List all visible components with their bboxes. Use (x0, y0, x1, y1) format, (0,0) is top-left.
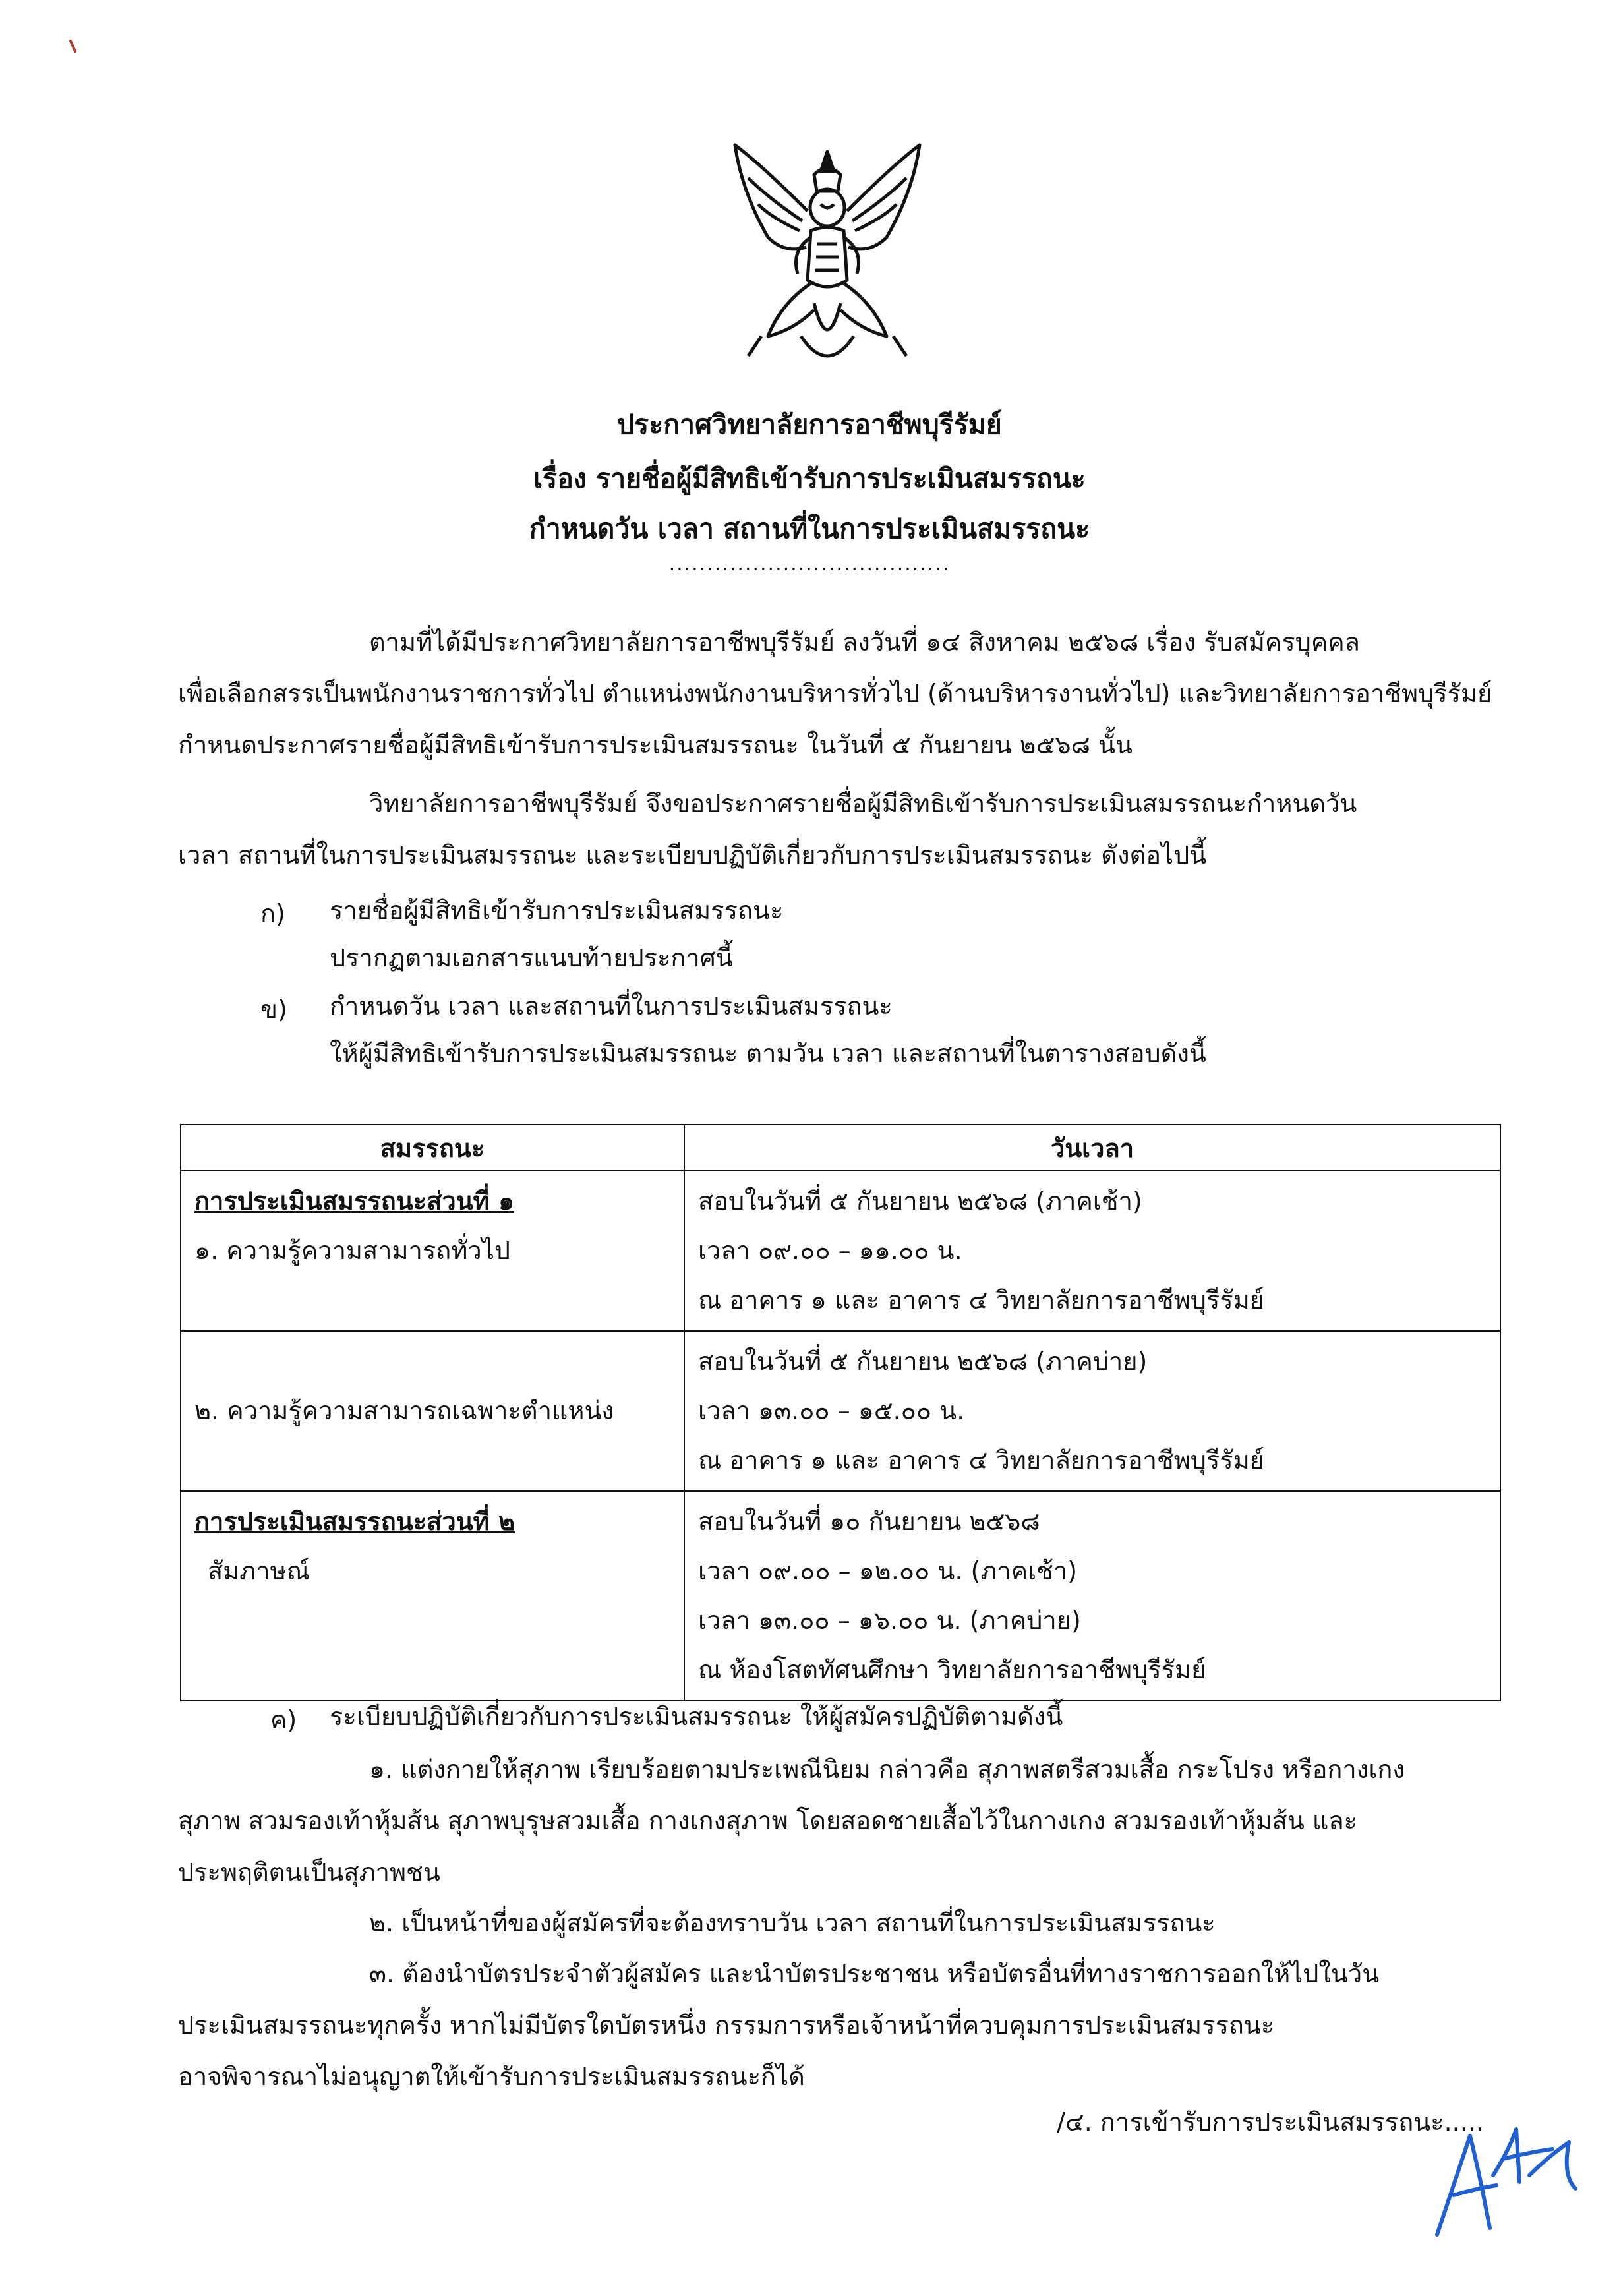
row3-section: การประเมินสมรรถนะส่วนที่ ๒ (194, 1507, 515, 1536)
row3-time-afternoon: เวลา ๑๓.๐๐ – ๑๖.๐๐ น. (ภาคบ่าย) (698, 1606, 1081, 1635)
item-a (330, 887, 783, 982)
intro-p1-line1: ตามที่ได้มีประกาศวิทยาลัยการอาชีพบุรีรัมย์ ลงวันที่ ๑๔ สิงหาคม ๒๕๖๘ เรื่อง รับสมัครบุคคล (369, 628, 1360, 657)
intro-p1-line3: กำหนดประกาศรายชื่อผู้มีสิทธิเข้ารับการประเมินสมรรถนะ ในวันที่ ๕ กันยายน ๒๕๖๘ นั้น (178, 730, 1133, 759)
announcement-title: ประกาศวิทยาลัยการอาชีพบุรีรัมย์ (617, 409, 1002, 440)
item-b-detail: ให้ผู้มีสิทธิเข้ารับการประเมินสมรรถนะ ตามวัน เวลา และสถานที่ในตารางสอบดังนี้ (330, 1039, 1206, 1068)
rule3-line1: ๓. ต้องนำบัตรประจำตัวผู้สมัคร และนำบัตรประชาชน หรือบัตรอื่นที่ทางราชการออกให้ไปในวัน (369, 1959, 1380, 1988)
rule-1 (178, 1744, 1503, 1898)
item-c-title: ระเบียบปฏิบัติเกี่ยวกับการประเมินสมรรถนะ ให้ผู้สมัครปฏิบัติตามดังนี้ (330, 1702, 1063, 1731)
row1-time: เวลา ๐๙.๐๐ – ๑๑.๐๐ น. (698, 1236, 962, 1265)
intro-paragraph-1 (178, 616, 1503, 771)
row3-time-morning: เวลา ๐๙.๐๐ – ๑๒.๐๐ น. (ภาคเช้า) (698, 1556, 1078, 1585)
row1-section: การประเมินสมรรถนะส่วนที่ ๑ (194, 1187, 515, 1216)
header-separator: ..................................... (668, 552, 951, 575)
table-row (181, 1491, 1500, 1701)
rule-3 (178, 1948, 1503, 2102)
row3-competency (181, 1491, 684, 1701)
row2-place: ณ อาคาร ๑ และ อาคาร ๔ วิทยาลัยการอาชีพบุรีรัมย์ (698, 1446, 1265, 1475)
schedule-line: กำหนดวัน เวลา สถานที่ในการประเมินสมรรถนะ (529, 513, 1090, 545)
row1-place: ณ อาคาร ๑ และ อาคาร ๔ วิทยาลัยการอาชีพบุรีรัมย์ (698, 1285, 1265, 1314)
row1-datetime (684, 1171, 1500, 1331)
row2-competency (181, 1331, 684, 1491)
row3-item: สัมภาษณ์ (208, 1556, 310, 1585)
row3-date: สอบในวันที่ ๑๐ กันยายน ๒๕๖๘ (698, 1507, 1040, 1536)
header-datetime: วันเวลา (684, 1125, 1500, 1171)
row1-date: สอบในวันที่ ๕ กันยายน ๒๕๖๘ (ภาคเช้า) (698, 1187, 1142, 1216)
rule1-line3: ประพฤติตนเป็นสุภาพชน (178, 1858, 440, 1887)
schedule-table (180, 1124, 1501, 1701)
row2-date: สอบในวันที่ ๕ กันยายน ๒๕๖๘ (ภาคบ่าย) (698, 1347, 1148, 1376)
row3-place: ณ ห้องโสตทัศนศึกษา วิทยาลัยการอาชีพบุรีรัมย์ (698, 1655, 1206, 1684)
item-c-marker: ค) (270, 1705, 297, 1734)
rule1-line1: ๑. แต่งกายให้สุภาพ เรียบร้อยตามประเพณีนิยม กล่าวคือ สุภาพสตรีสวมเสื้อ กระโปรง หรือกางเกง (369, 1755, 1405, 1784)
intro-p1-line2: เพื่อเลือกสรรเป็นพนักงานราชการทั่วไป ตำแหน่งพนักงานบริหารทั่วไป (ด้านบริหารงานทั่วไป) และวิทยาลัยการอาชีพบุรีรัมย์ (178, 679, 1492, 708)
item-a-marker: ก) (260, 899, 285, 928)
signature-icon (1417, 2096, 1589, 2254)
corner-mark (69, 40, 77, 54)
item-b (330, 982, 1206, 1077)
rule1-line2: สุภาพ สวมรองเท้าหุ้มส้น สุภาพบุรุษสวมเสื้อ กางเกงสุภาพ โดยสอดชายเสื้อไว้ในกางเกง สวมรองเท้าหุ้มส้น และ (178, 1806, 1358, 1835)
rule3-line2: ประเมินสมรรถนะทุกครั้ง หากไม่มีบัตรใดบัตรหนึ่ง กรรมการหรือเจ้าหน้าที่ควบคุมการประเมินสมรรถนะ (178, 2011, 1275, 2040)
intro-paragraph-2 (178, 778, 1503, 881)
row2-item: ๒. ความรู้ความสามารถเฉพาะตำแหน่ง (194, 1396, 614, 1425)
table-header-row (181, 1125, 1500, 1171)
intro-p2-line2: เวลา สถานที่ในการประเมินสมรรถนะ และระเบียบปฏิบัติเกี่ยวกับการประเมินสมรรถนะ ดังต่อไปนี้ (178, 840, 1207, 869)
row2-datetime (684, 1331, 1500, 1491)
row3-datetime (684, 1491, 1500, 1701)
header-competency: สมรรถนะ (181, 1125, 684, 1171)
item-a-title: รายชื่อผู้มีสิทธิเข้ารับการประเมินสมรรถนะ (330, 896, 784, 925)
item-b-title: กำหนดวัน เวลา และสถานที่ในการประเมินสมรรถนะ (330, 991, 893, 1020)
item-a-detail: ปรากฏตามเอกสารแนบท้ายประกาศนี้ (330, 943, 733, 972)
subject-line: เรื่อง รายชื่อผู้มีสิทธิเข้ารับการประเมินสมรรถนะ (533, 463, 1086, 494)
garuda-emblem-icon (722, 138, 933, 376)
item-b-marker: ข) (260, 995, 287, 1024)
row2-time: เวลา ๑๓.๐๐ – ๑๕.๐๐ น. (698, 1396, 965, 1425)
row1-item: ๑. ความรู้ความสามารถทั่วไป (194, 1236, 510, 1265)
rule-2 (178, 1897, 1503, 1949)
table-row (181, 1171, 1500, 1331)
rule3-line3: อาจพิจารณาไม่อนุญาตให้เข้ารับการประเมินสมรรถนะก็ได้ (178, 2062, 805, 2091)
rule2-line1: ๒. เป็นหน้าที่ของผู้สมัครที่จะต้องทราบวัน เวลา สถานที่ในการประเมินสมรรถนะ (369, 1908, 1216, 1937)
page-continuation: /๔. การเข้ารับการประเมินสมรรถนะ..... (1057, 2107, 1484, 2136)
table-row (181, 1331, 1500, 1491)
row1-competency (181, 1171, 684, 1331)
intro-p2-line1: วิทยาลัยการอาชีพบุรีรัมย์ จึงขอประกาศรายชื่อผู้มีสิทธิเข้ารับการประเมินสมรรถนะกำหนดวัน (369, 789, 1357, 818)
